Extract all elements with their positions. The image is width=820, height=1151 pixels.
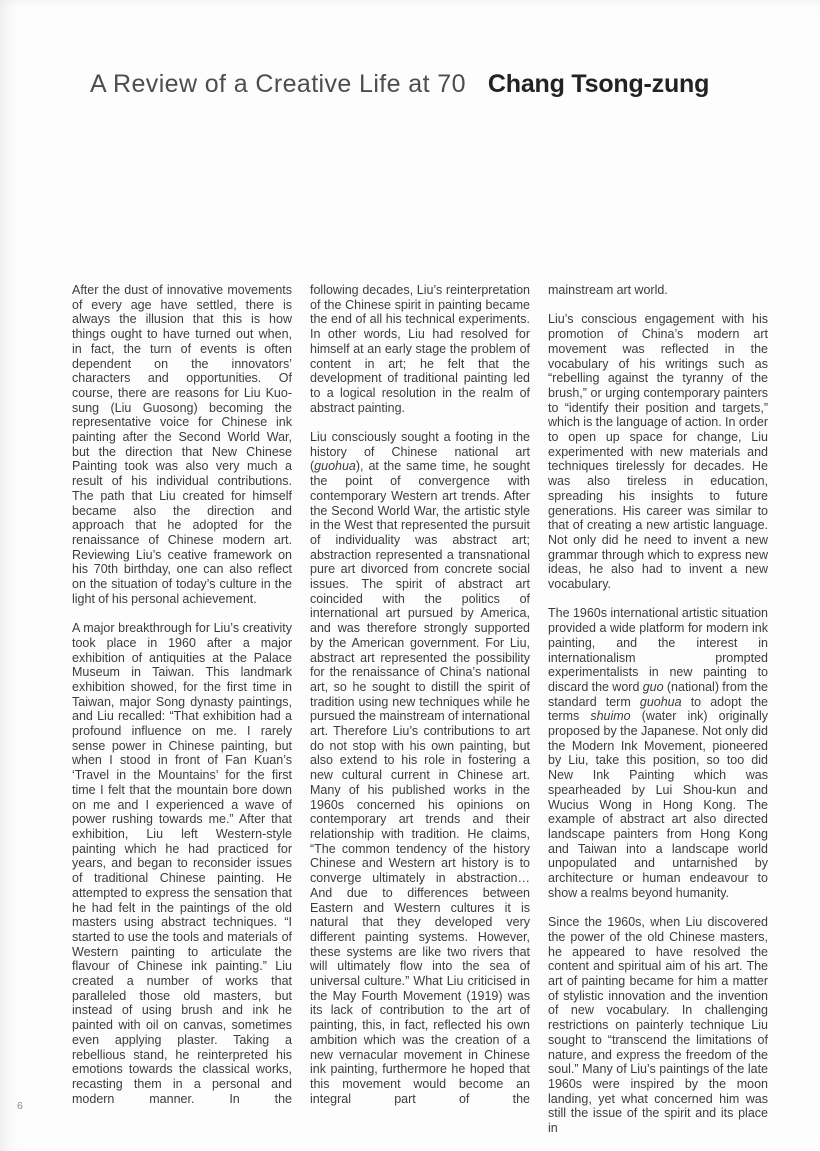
paragraph: Liu consciously sought a footing in the history of Chinese national art (guohua), at the same time, he sought the point of convergence with contemporary Western art trends. After the Second World War, the artistic style in the West that represented the pursuit of individuality was abstract art; abstraction represented a transnational pure art divorced from concrete social issues. The spirit of abstract art coincided with the politics of international art pursued by America, and was therefore strongly supported by the American government. For Liu, abstract art represented the possibility for the renaissance of China’s national art, so he sought to distill the spirit of tradition using new techniques while he pursued the mainstream of international art. Therefore Liu’s contributions to art do not stop with his own painting, but also extend to his role in fostering a new cultural current in Chinese art. Many of his published works in the 1960s concerned his opinions on contemporary art trends and their relationship with tradition. He claims, “The common tendency of the history Chinese and Western art history is to converge ultimately in abstraction… And due to differences between Eastern and Western cultures it is natural that they developed very different painting systems. However, these systems are like two rivers that will ultimately flow into the sea of universal culture.” What Liu criticised in the May Fourth Movement (1919) was its lack of contribution to the art of painting, this, in fact, reflected his own ambition which was the creation of a new vernacular movement in Chinese ink painting, furthermore he hoped that this movement would become an integral part of the bbox=[310, 430, 530, 1106]
paragraph: mainstream art world. bbox=[548, 283, 668, 297]
text-column-3 bbox=[548, 283, 768, 1136]
paragraph: following decades, Liu’s reinterpretation of the Chinese spirit in painting became the end of all his technical experiments. In other words, Liu had resolved for himself at an early stage the problem of content in art; he felt that the development of traditional painting led to a logical resolution in the realm of abstract painting. bbox=[310, 283, 530, 415]
paragraph: The 1960s international artistic situation provided a wide platform for modern ink painting, and the interest in internationalism prompted experimentalists in new painting to discard the word guo (national) from the standard term guohua to adopt the terms shuimo (water ink) originally proposed by the Japanese. Not only did the Modern Ink Movement, pioneered by Liu, take this position, so too did New Ink Painting which was spearheaded by Lui Shou-kun and Wucius Wong in Hong Kong. The example of abstract art also directed landscape painters from Hong Kong and Taiwan into a landscape world unpopulated and untarnished by architecture or human endeavour to show a realms beyond humanity. bbox=[548, 606, 768, 900]
article-header bbox=[90, 68, 709, 100]
text-column-2 bbox=[310, 283, 530, 1136]
article-body bbox=[72, 283, 768, 1136]
article-title: A Review of a Creative Life at 70 bbox=[90, 70, 466, 98]
paragraph: After the dust of innovative movements of every age have settled, there is always the illusion that this is how things ought to have turned out when, in fact, the turn of events is often dependent on the innovators’ characters and opportunities. Of course, there are reasons for Liu Kuo-sung (Liu Guosong) becoming the representative voice for Chinese ink painting after the Second World War, but the direction that New Chinese Painting took was also very much a result of his individual contributions. The path that Liu created for himself became also the direction and approach that he adopted for the renaissance of Chinese modern art. Reviewing Liu’s ceative framework on his 70th birthday, one can also reflect on the situation of today’s culture in the light of his personal achievement. bbox=[72, 283, 292, 606]
paragraph: A major breakthrough for Liu’s creativity took place in 1960 after a major exhibition of antiquities at the Palace Museum in Taiwan. This landmark exhibition showed, for the first time in Taiwan, major Song dynasty paintings, and Liu recalled: “That exhibition had a profound influence on me. I rarely sense power in Chinese painting, but when I stood in front of Fan Kuan’s ‘Travel in the Mountains’ for the first time I felt that the mountain bore down on me and I experienced a wave of power rushing towards me.” After that exhibition, Liu left Western-style painting which he had practiced for years, and began to reconsider issues of traditional Chinese painting. He attempted to express the sensation that he had felt in the paintings of the old masters using abstract techniques. “I started to use the tools and materials of Western painting to articulate the flavour of Chinese ink painting.” Liu created a number of works that paralleled those old masters, but instead of using brush and ink he painted with oil on canvas, sometimes even applying plaster. Taking a rebellious stand, he reinterpreted his emotions towards the classical works, recasting them in a personal and modern manner. In the bbox=[72, 621, 292, 1106]
paragraph: Since the 1960s, when Liu discovered the power of the old Chinese masters, he appeared to have resolved the content and spiritual aim of his art. The art of painting became for him a matter of stylistic innovation and the invention of new vocabulary. In challenging restrictions on painterly technique Liu sought to “transcend the limitations of nature, and express the freedom of the soul.” Many of Liu’s paintings of the late 1960s were inspired by the moon landing, yet what concerned him was still the issue of the spirit and its place in bbox=[548, 915, 768, 1136]
article-author: Chang Tsong-zung bbox=[487, 70, 710, 98]
page-number: 6 bbox=[17, 1100, 23, 1112]
paragraph: Liu’s conscious engagement with his promotion of China’s modern art movement was reflected in the vocabulary of his writings such as “rebelling against the tyranny of the brush,” or urging contemporary painters to “identify their position and targets,” which is the language of action. In order to open up space for change, Liu experimented with new materials and techniques tirelessly for decades. He was also tireless in education, spreading his insights to future generations. His career was similar to that of creating a new artistic language. Not only did he need to invent a new grammar through which to express new ideas, he also had to invent a new vocabulary. bbox=[548, 312, 768, 592]
text-column-1 bbox=[72, 283, 292, 1136]
